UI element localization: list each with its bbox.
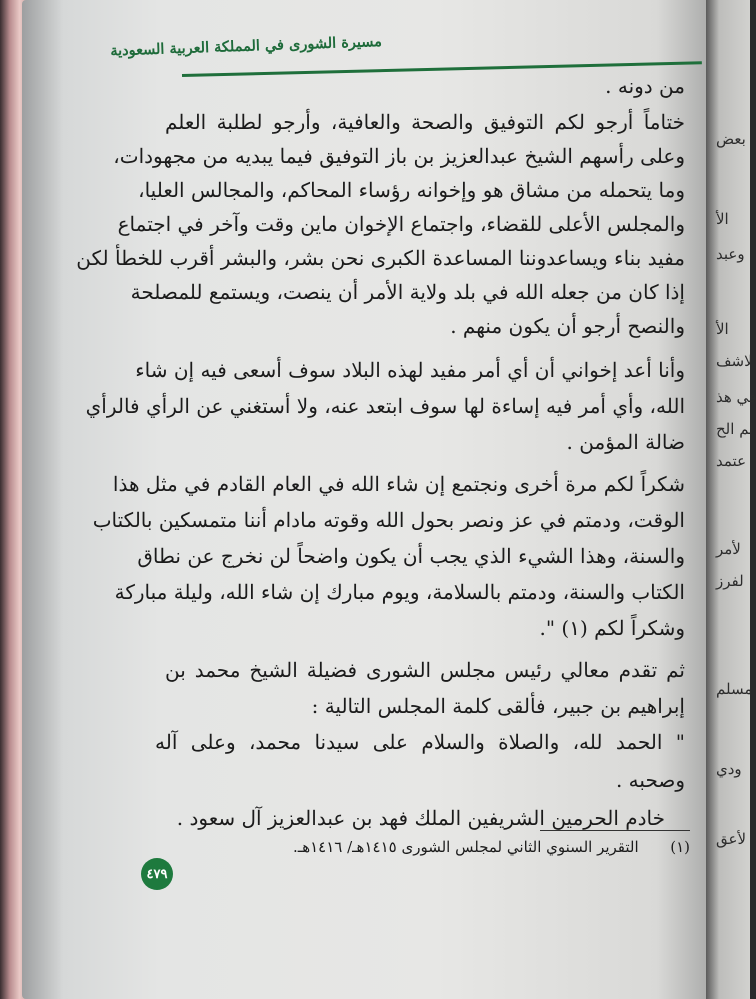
text-line: الله، وأي أمر فيه إساءة لها سوف ابتعد عنه، ولا أستغني عن الرأي فالرأي: [85, 394, 685, 418]
facing-page-fragment: لأمر: [716, 540, 741, 558]
footnote: [270, 838, 690, 856]
facing-page-fragment: الأ: [716, 210, 729, 228]
facing-page-fragment: الأ: [716, 320, 729, 338]
facing-page-fragment: مسلم: [716, 680, 753, 698]
text-line: ختاماً أرجو لكم التوفيق والصحة والعافية، وأرجو لطلبة العلم: [165, 110, 685, 134]
text-line: إذا كان من جعله الله في بلد ولاية الأمر أن ينصت، ويستمع للمصلحة: [130, 280, 685, 304]
footnote-text: التقرير السنوي الثاني لمجلس الشورى ١٤١٥هـ/ ١٤١٦هـ.: [293, 838, 639, 856]
page-number: ٤٧٩: [146, 866, 168, 882]
text-line: ثم تقدم معالي رئيس مجلس الشورى فضيلة الشيخ محمد بن: [165, 658, 685, 682]
text-line: والنصح أرجو أن يكون منهم .: [450, 314, 685, 338]
footnote-rule: [540, 830, 690, 831]
text-line: وصحبه .: [615, 768, 685, 792]
facing-page-fragment: لاشف: [716, 352, 753, 370]
facing-page-fragment: عتمد: [716, 452, 747, 470]
running-header-title: مسيرة الشورى في المملكة العربية السعودية: [110, 33, 383, 60]
page-number-badge: [141, 858, 173, 890]
text-line: شكراً لكم مرة أخرى ونجتمع إن شاء الله في العام القادم في مثل هذا: [112, 472, 685, 496]
facing-page-fragment: لفرز: [716, 572, 744, 590]
text-line: وأنا أعد إخواني أن أي أمر مفيد لهذه البلاد سوف أسعى فيه إن شاء: [135, 358, 685, 382]
text-line: وعلى رأسهم الشيخ عبدالعزيز بن باز التوفيق فيما يبديه من مجهودات،: [113, 144, 685, 168]
footnote-marker: (١): [670, 838, 690, 856]
text-line: من دونه .: [605, 74, 685, 98]
text-line: مفيد بناء ويساعدوننا المساعدة الكبرى نحن بشر، والبشر أقرب للخطأ لكن: [76, 246, 685, 270]
text-line: إبراهيم بن جبير، فألقى كلمة المجلس التالية :: [311, 694, 685, 718]
facing-page-edge: [706, 0, 756, 999]
text-line: والمجلس الأعلى للقضاء، واجتماع الإخوان ماين وقت وآخر في اجتماع: [117, 212, 685, 236]
text-line: ضالة المؤمن .: [566, 430, 685, 454]
facing-page-fragment: لأعق: [716, 830, 747, 848]
text-line: " الحمد لله، والصلاة والسلام على سيدنا محمد، وعلى آله: [155, 730, 685, 754]
facing-page-fragment: بعض: [716, 130, 746, 148]
text-line: الوقت، ودمتم في عز ونصر بحول الله وقوته مادام أننا متمسكين بالكتاب: [92, 508, 685, 532]
text-line: الكتاب والسنة، ودمتم بالسلامة، ويوم مبارك إن شاء الله، وليلة مباركة: [114, 580, 685, 604]
facing-page-fragment: لم الح: [716, 420, 754, 438]
facing-page-fragment: في هذ: [716, 388, 756, 406]
text-line: وشكراً لكم (١) ".: [539, 616, 685, 640]
facing-page-fragment: ودي: [716, 760, 742, 778]
facing-page-fragment: وعبد: [716, 245, 745, 263]
text-line: خادم الحرمين الشريفين الملك فهد بن عبدالعزيز آل سعود .: [176, 806, 665, 830]
text-line: والسنة، وهذا الشيء الذي يجب أن يكون واضحاً لن نخرج عن نطاق: [137, 544, 685, 568]
text-line: وما يتحمله من مشاق هو وإخوانه رؤساء المحاكم، والمجالس العليا،: [138, 178, 685, 202]
